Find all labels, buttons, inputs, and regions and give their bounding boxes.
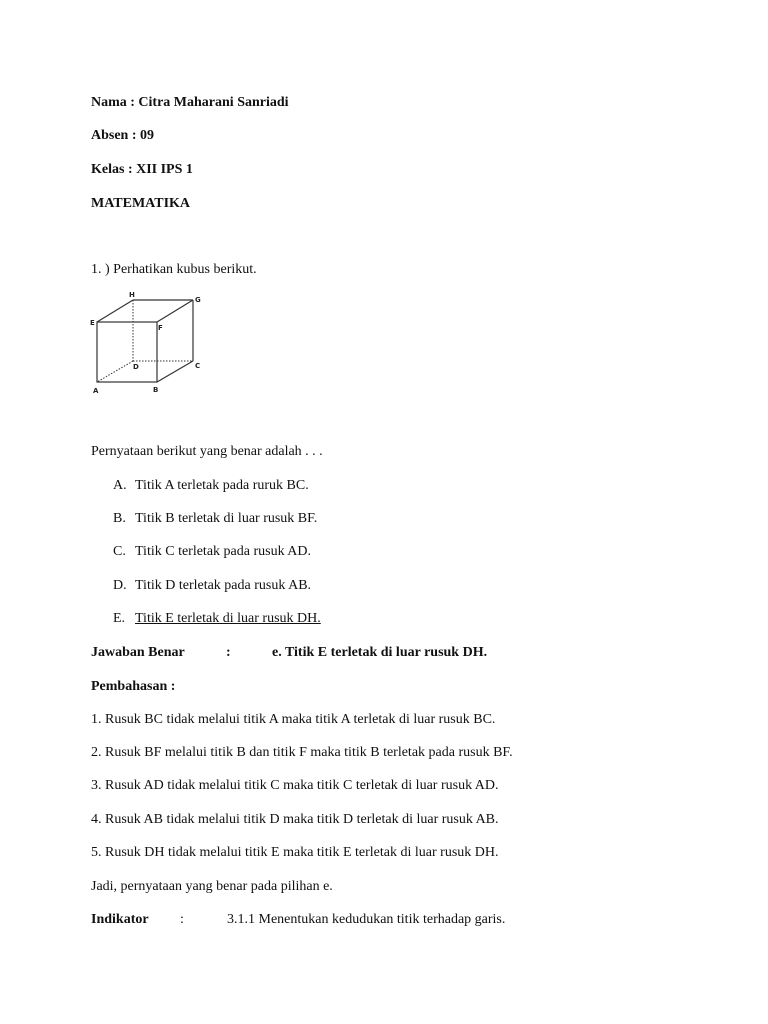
discussion-item: 4. Rusuk AB tidak melalui titik D maka titik D terletak di luar rusuk AB. (91, 812, 499, 827)
option-text: Titik E terletak di luar rusuk DH. (135, 611, 321, 626)
vertex-label-d: D (133, 363, 139, 371)
discussion-conclusion: Jadi, pernyataan yang benar pada pilihan e. (91, 879, 333, 894)
answer-label: Jawaban Benar (91, 645, 185, 660)
discussion-label: Pembahasan : (91, 679, 176, 694)
option-text: Titik B terletak di luar rusuk BF. (135, 511, 318, 526)
option-c (113, 543, 311, 561)
option-e (113, 610, 321, 628)
indicator-colon: : (180, 912, 184, 927)
option-text: Titik A terletak pada ruruk BC. (135, 478, 309, 493)
vertex-label-e: E (90, 319, 95, 327)
student-class: Kelas : XII IPS 1 (91, 162, 193, 177)
cube-edge-ad (97, 361, 133, 382)
option-letter: B. (113, 511, 126, 526)
vertex-label-a: A (93, 387, 99, 395)
vertex-label-f: F (158, 324, 163, 332)
discussion-item: 5. Rusuk DH tidak melalui titik E maka titik E terletak di luar rusuk DH. (91, 845, 499, 860)
cube-edge-fg (157, 300, 193, 322)
student-name: Nama : Citra Maharani Sanriadi (91, 95, 289, 110)
question-prompt: Pernyataan berikut yang benar adalah . . . (91, 444, 323, 459)
option-b (113, 510, 317, 528)
discussion-item: 1. Rusuk BC tidak melalui titik A maka titik A terletak di luar rusuk BC. (91, 712, 496, 727)
option-letter: D. (113, 578, 127, 593)
cube-front-face (97, 322, 157, 382)
discussion-item: 3. Rusuk AD tidak melalui titik C maka titik C terletak di luar rusuk AD. (91, 778, 499, 793)
vertex-label-c: C (195, 362, 201, 370)
answer-colon: : (226, 645, 231, 660)
vertex-label-b: B (153, 386, 159, 394)
student-number: Absen : 09 (91, 128, 155, 143)
answer-text: e. Titik E terletak di luar rusuk DH. (272, 645, 488, 660)
option-letter: C. (113, 544, 126, 559)
indicator-label: Indikator (91, 912, 149, 927)
cube-diagram (86, 288, 206, 398)
discussion-item: 2. Rusuk BF melalui titik B dan titik F maka titik B terletak pada rusuk BF. (91, 745, 513, 760)
vertex-label-h: H (129, 291, 135, 299)
option-letter: A. (113, 478, 127, 493)
option-a (113, 477, 309, 495)
cube-edge-eh (97, 300, 133, 322)
subject-title: MATEMATIKA (91, 196, 191, 211)
option-letter: E. (113, 611, 126, 626)
option-text: Titik D terletak pada rusuk AB. (135, 578, 312, 593)
question-text: 1. ) Perhatikan kubus berikut. (91, 262, 257, 277)
option-text: Titik C terletak pada rusuk AD. (135, 544, 312, 559)
cube-edge-bc (157, 361, 193, 382)
vertex-label-g: G (195, 296, 201, 304)
indicator-text: 3.1.1 Menentukan kedudukan titik terhadap garis. (227, 912, 506, 927)
option-d (113, 577, 311, 595)
